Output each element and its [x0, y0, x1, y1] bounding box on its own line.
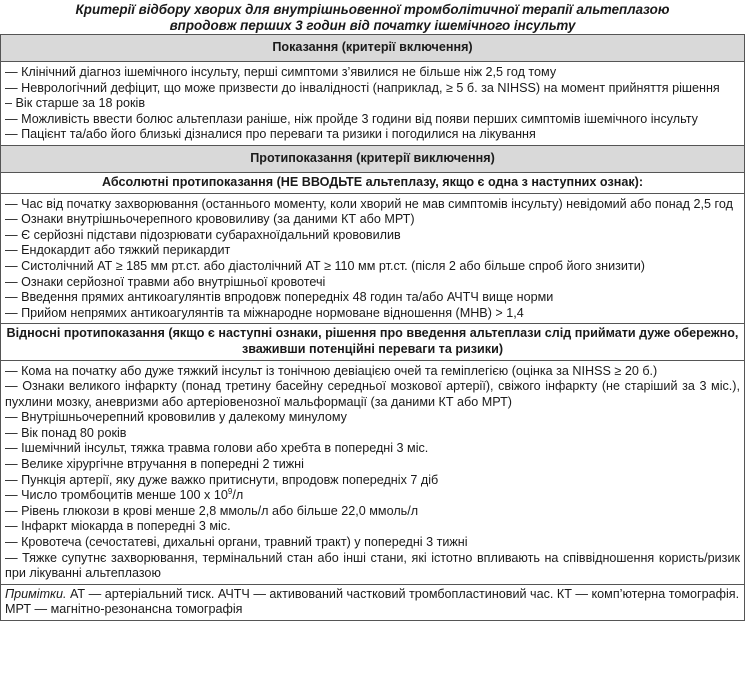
relative-contraindications-header: Відносні протипоказання (якщо є наступні ознаки, рішення про введення альтеплази слід приймати дуже обережно, зваживши потенційні переваги та ризики)	[1, 324, 745, 360]
list-item: — Пункція артерії, яку дуже важко притиснути, впродовж попередніх 7 діб	[5, 472, 439, 487]
list-item: — Ознаки великого інфаркту (понад третину басейну середньої мозкової артерії), свіжого інфаркту (не старіший за 3 міс.), пухлини мозку, аневризми або артеріовенозної мальформації (за даними КТ або МРТ)	[5, 379, 740, 409]
list-item: — Систолічний АТ ≥ 185 мм рт.ст. або діастолічний АТ ≥ 110 мм рт.ст. (після 2 або більше спроб його знизити)	[5, 258, 645, 273]
platelet-text: — Число тромбоцитів менше 100 х 10	[5, 488, 228, 503]
list-item: — Неврологічний дефіцит, що може призвести до інвалідності (наприклад, ≥ 5 б. за NIHSS) на момент прийняття рішення	[5, 80, 720, 95]
contraindications-header: Протипоказання (критерії виключення)	[1, 145, 745, 172]
list-item: — Велике хірургічне втручання в попередні 2 тижні	[5, 457, 304, 472]
list-item-platelets	[5, 488, 740, 504]
list-item: — Ознаки серйозної травми або внутрішньої кровотечі	[5, 274, 326, 289]
list-item: — Кома на початку або дуже тяжкий інсульт із тонічною девіацією очей та геміплегією (оцінка за NIHSS ≥ 20 б.)	[5, 363, 658, 378]
list-item: — Вік понад 80 років	[5, 425, 127, 440]
absolute-contraindications-list	[1, 193, 745, 324]
title-line-2: впродовж перших 3 годин від початку ішемічного інсульту	[169, 17, 576, 33]
footnote	[1, 584, 745, 620]
list-item: — Час від початку захворювання (останнього моменту, коли хворий не мав симптомів інсульту) невідомий або понад 2,5 год	[5, 196, 733, 211]
platelet-exponent: 9	[227, 487, 233, 497]
list-item: — Ішемічний інсульт, тяжка травма голови або хребта в попередні 3 міс.	[5, 441, 429, 456]
list-item: — Кровотеча (сечостатеві, дихальні органи, травний тракт) у попередні 3 тижні	[5, 535, 468, 550]
list-item: — Можливість ввести болюс альтеплази раніше, ніж пройде 3 години від появи перших симптомів ішемічного інсульту	[5, 111, 698, 126]
absolute-contraindications-header: Абсолютні протипоказання (НЕ ВВОДЬТЕ альтеплазу, якщо є одна з наступних ознак):	[1, 172, 745, 193]
list-item: — Рівень глюкози в крові менше 2,8 ммоль/л або більше 22,0 ммоль/л	[5, 503, 419, 518]
list-item: — Ознаки внутрішньочерепного крововиливу (за даними КТ або МРТ)	[5, 212, 415, 227]
footnote-text: АТ — артеріальний тиск. АЧТЧ — активований частковий тромбопластиновий час. КТ — комп’ютерна томографія. МРТ — магнітно-резонансна томографія	[5, 586, 740, 617]
document-title	[0, 0, 745, 34]
platelet-unit: /л	[232, 488, 244, 503]
list-item: — Ендокардит або тяжкий перикардит	[5, 243, 231, 258]
list-item: – Вік старше за 18 років	[5, 96, 146, 111]
indications-list	[1, 62, 745, 146]
list-item: — Тяжке супутнє захворювання, термінальний стан або інші стани, які істотно впливають на співвідношення користь/ризик при лікуванні альтеплазою	[5, 550, 740, 581]
list-item: — Прийом непрямих антикоагулянтів та міжнародне нормоване відношення (МНВ) > 1,4	[5, 305, 524, 320]
list-item: — Внутрішньочерепний крововилив у далекому минулому	[5, 410, 347, 425]
list-item: — Клінічний діагноз ішемічного інсульту, перші симптоми з’явилися не більше ніж 2,5 год тому	[5, 65, 557, 79]
list-item: — Інфаркт міокарда в попередні 3 міс.	[5, 519, 231, 534]
list-item: — Є серйозні підстави підозрювати субарахноїдальний крововилив	[5, 227, 401, 242]
criteria-table	[0, 34, 745, 621]
title-line-1: Критерії відбору хворих для внутрішньовенної тромболітичної терапії альтеплазою	[75, 2, 670, 17]
list-item: — Пацієнт та/або його близькі дізналися про переваги та ризики і погодилися на лікування	[5, 127, 536, 142]
list-item: — Введення прямих антикоагулянтів впродовж попередніх 48 годин та/або АЧТЧ вище норми	[5, 290, 554, 305]
relative-contraindications-list	[1, 360, 745, 584]
footnote-label: Примітки.	[5, 586, 67, 601]
indications-header: Показання (критерії включення)	[1, 35, 745, 62]
